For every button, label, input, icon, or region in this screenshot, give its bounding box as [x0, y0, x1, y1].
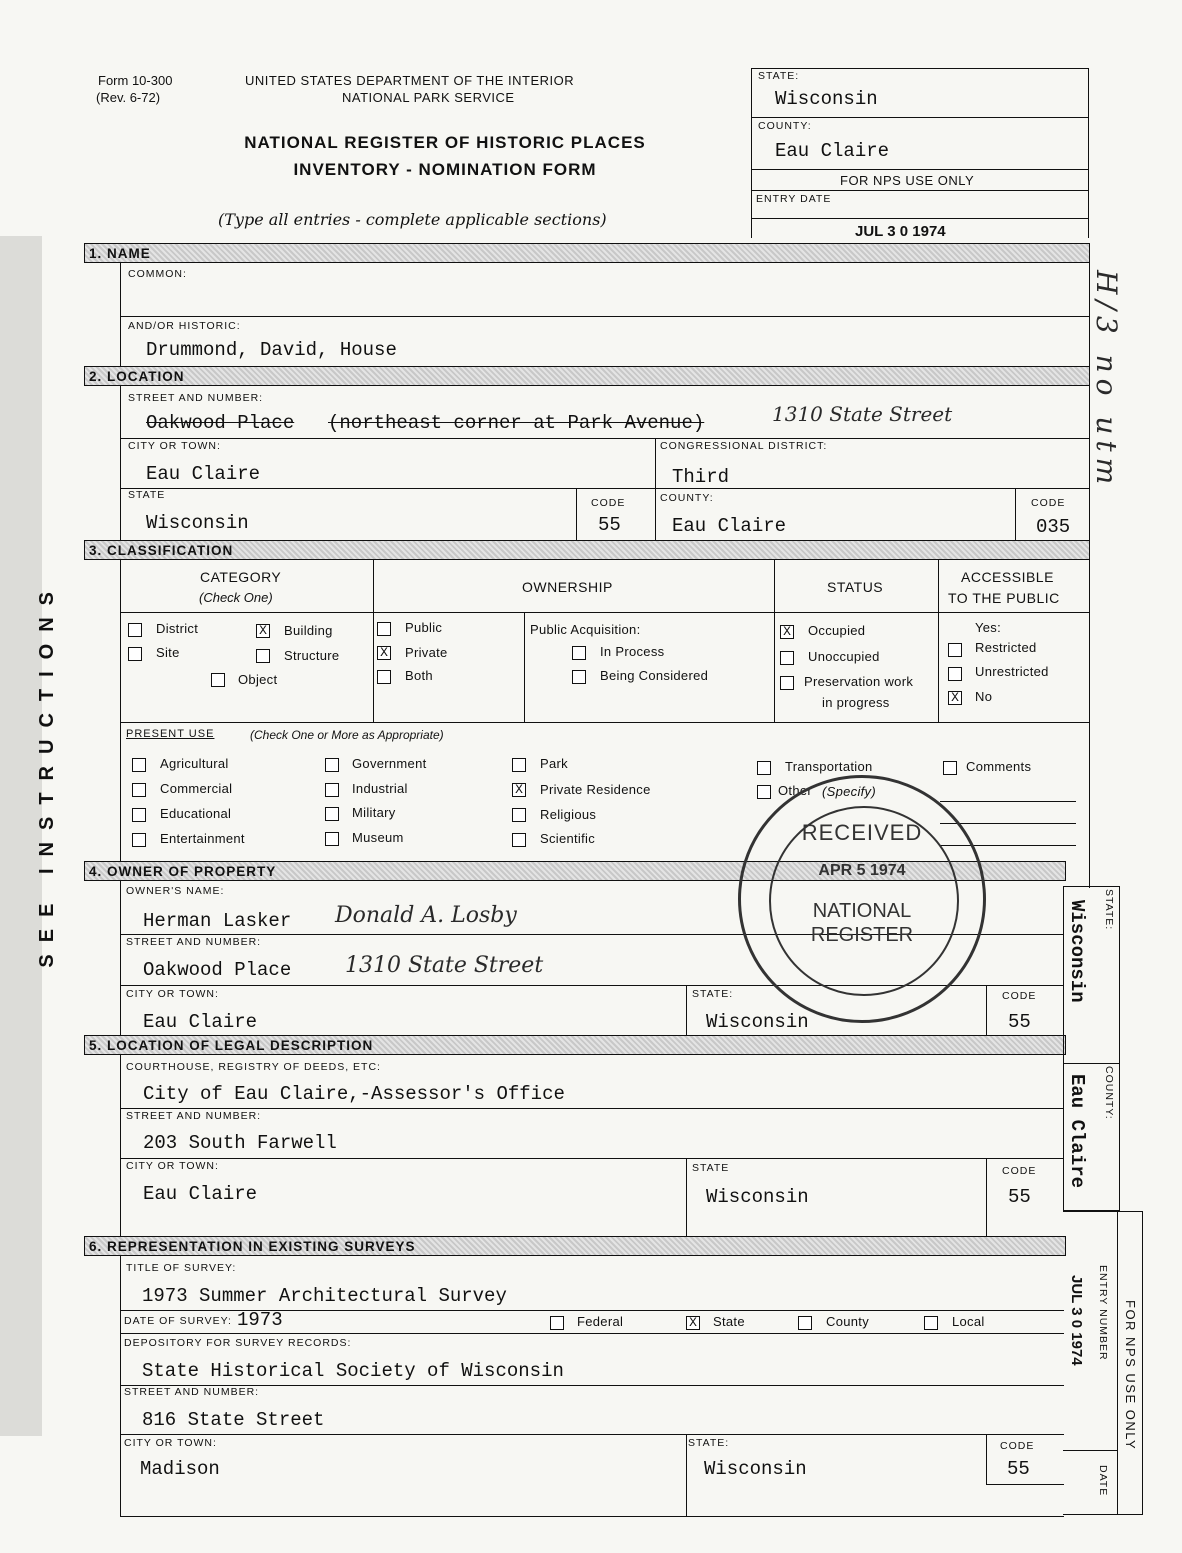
street-original-note: (northeast corner at Park Avenue)	[328, 412, 705, 434]
depository-state-label: STATE:	[688, 1437, 730, 1449]
status-header: STATUS	[827, 579, 884, 595]
street-original: Oakwood Place	[146, 412, 295, 434]
occupied-label: Occupied	[808, 623, 866, 638]
form-number: Form 10-300	[98, 73, 173, 88]
owner-street: Oakwood Place	[143, 959, 292, 981]
congress-district: Third	[672, 466, 730, 488]
handwritten-notes: H/3 no utm	[1090, 270, 1123, 491]
section-3-classification: 3. CLASSIFICATION	[84, 540, 1090, 560]
private-checkbox[interactable]: X	[377, 646, 391, 660]
county-survey-checkbox[interactable]	[798, 1316, 812, 1330]
military-checkbox[interactable]	[325, 807, 339, 821]
other-checkbox[interactable]	[757, 785, 771, 799]
site-checkbox[interactable]	[128, 647, 142, 661]
scientific-label: Scientific	[540, 831, 596, 846]
yes-label: Yes:	[975, 620, 1002, 635]
county-code: 035	[1036, 516, 1071, 538]
owner-street-label: STREET AND NUMBER:	[126, 936, 262, 948]
state-survey-checkbox[interactable]: X	[686, 1316, 700, 1330]
unoccupied-label: Unoccupied	[808, 649, 880, 664]
accessible-header: ACCESSIBLE	[961, 569, 1054, 585]
restricted-checkbox[interactable]	[948, 643, 962, 657]
in-process-checkbox[interactable]	[572, 646, 586, 660]
service: NATIONAL PARK SERVICE	[342, 90, 515, 105]
transportation-label: Transportation	[785, 759, 873, 774]
see-instructions: SEE INSTRUCTIONS	[36, 580, 58, 968]
owner-city-label: CITY OR TOWN:	[126, 988, 219, 1000]
district-label: District	[156, 621, 199, 636]
section-2-location: 2. LOCATION	[84, 366, 1090, 386]
street-handwritten: 1310 State Street	[772, 402, 953, 426]
public-label: Public	[405, 620, 443, 635]
side-date-label: DATE	[1097, 1465, 1109, 1497]
state-code-label: CODE	[591, 497, 626, 509]
both-label: Both	[405, 668, 433, 683]
nps-state: Wisconsin	[775, 88, 878, 110]
section-6-surveys: 6. REPRESENTATION IN EXISTING SURVEYS	[84, 1236, 1066, 1256]
survey-date-label: DATE OF SURVEY:	[124, 1315, 232, 1327]
nps-county: Eau Claire	[775, 140, 890, 162]
comments-checkbox[interactable]	[943, 761, 957, 775]
park-checkbox[interactable]	[512, 758, 526, 772]
private-residence-checkbox[interactable]: X	[512, 783, 526, 797]
depository-city: Madison	[140, 1458, 220, 1480]
owner-city: Eau Claire	[143, 1011, 258, 1033]
educational-label: Educational	[160, 806, 232, 821]
legal-street: 203 South Farwell	[143, 1132, 337, 1154]
specify-label: (Specify)	[822, 784, 876, 799]
museum-checkbox[interactable]	[325, 832, 339, 846]
public-checkbox[interactable]	[377, 622, 391, 636]
owner-code: 55	[1008, 1011, 1031, 1033]
building-checkbox[interactable]: X	[256, 624, 270, 638]
depository-city-label: CITY OR TOWN:	[124, 1437, 217, 1449]
preservation-checkbox[interactable]	[780, 676, 794, 690]
ownership-header: OWNERSHIP	[522, 579, 613, 595]
side-county: Eau Claire	[1066, 1074, 1088, 1189]
depository: State Historical Society of Wisconsin	[142, 1360, 564, 1382]
owner-name-handwritten: Donald A. Losby	[335, 903, 517, 928]
to-public-header: TO THE PUBLIC	[948, 590, 1060, 606]
public-acquisition-label: Public Acquisition:	[530, 622, 641, 637]
city: Eau Claire	[146, 463, 261, 485]
state-code: 55	[598, 514, 621, 536]
entertainment-label: Entertainment	[160, 831, 245, 846]
commercial-label: Commercial	[160, 781, 233, 796]
no-label: No	[975, 689, 993, 704]
government-checkbox[interactable]	[325, 758, 339, 772]
state-survey-label: State	[713, 1314, 745, 1329]
legal-city-label: CITY OR TOWN:	[126, 1160, 219, 1172]
government-label: Government	[352, 756, 427, 771]
private-residence-label: Private Residence	[540, 782, 651, 797]
industrial-checkbox[interactable]	[325, 783, 339, 797]
form-title: NATIONAL REGISTER OF HISTORIC PLACES	[244, 133, 646, 152]
survey-date: 1973	[237, 1309, 283, 1331]
private-label: Private	[405, 645, 448, 660]
department: UNITED STATES DEPARTMENT OF THE INTERIOR	[245, 73, 575, 88]
local-survey-label: Local	[952, 1314, 985, 1329]
building-label: Building	[284, 623, 333, 638]
present-use-note: (Check One or More as Appropriate)	[250, 728, 444, 742]
other-label: Other	[778, 783, 813, 798]
entry-date-stamp: JUL 3 0 1974	[855, 223, 946, 240]
present-use-label: PRESENT USE	[126, 728, 215, 740]
depository-street: 816 State Street	[142, 1409, 325, 1431]
county: Eau Claire	[672, 515, 787, 537]
side-entry-number-label: ENTRY NUMBER	[1097, 1265, 1109, 1361]
object-checkbox[interactable]	[211, 673, 225, 687]
park-label: Park	[540, 756, 568, 771]
owner-street-handwritten: 1310 State Street	[345, 953, 544, 978]
entry-date-label: ENTRY DATE	[756, 193, 832, 205]
religious-label: Religious	[540, 807, 597, 822]
unrestricted-label: Unrestricted	[975, 664, 1049, 679]
military-label: Military	[352, 805, 396, 820]
entertainment-checkbox[interactable]	[132, 833, 146, 847]
survey-title: 1973 Summer Architectural Survey	[142, 1285, 507, 1307]
courthouse-label: COURTHOUSE, REGISTRY OF DEEDS, ETC:	[126, 1061, 381, 1073]
category-header: CATEGORY	[200, 569, 282, 585]
owner-name: Herman Lasker	[143, 910, 292, 932]
historic-name: Drummond, David, House	[146, 339, 397, 361]
religious-checkbox[interactable]	[512, 808, 526, 822]
stamp-date: APR 5 1974	[818, 862, 906, 879]
form-subtitle: INVENTORY - NOMINATION FORM	[293, 160, 597, 179]
nps-use-only: FOR NPS USE ONLY	[840, 173, 975, 188]
received-stamp	[738, 775, 986, 1023]
section-5-legal: 5. LOCATION OF LEGAL DESCRIPTION	[84, 1035, 1066, 1055]
in-process-label: In Process	[600, 644, 665, 659]
form-revision: (Rev. 6-72)	[96, 90, 161, 105]
transportation-checkbox[interactable]	[757, 761, 771, 775]
section-4-owner: 4. OWNER OF PROPERTY	[84, 861, 1066, 881]
no-checkbox[interactable]: X	[948, 691, 962, 705]
courthouse: City of Eau Claire,-Assessor's Office	[143, 1083, 565, 1105]
nps-state-label: STATE:	[758, 70, 800, 82]
street-label: STREET AND NUMBER:	[128, 392, 264, 404]
common-label: COMMON:	[128, 268, 187, 280]
legal-code: 55	[1008, 1186, 1031, 1208]
legal-state-label: STATE	[692, 1162, 730, 1174]
county-label: COUNTY:	[660, 492, 714, 504]
local-survey-checkbox[interactable]	[924, 1316, 938, 1330]
being-considered-checkbox[interactable]	[572, 670, 586, 684]
commercial-checkbox[interactable]	[132, 783, 146, 797]
county-code-label: CODE	[1031, 497, 1066, 509]
survey-title-label: TITLE OF SURVEY:	[126, 1262, 237, 1274]
agricultural-label: Agricultural	[160, 756, 229, 771]
owner-code-label: CODE	[1002, 990, 1037, 1002]
depository-code-label: CODE	[1000, 1440, 1035, 1452]
structure-checkbox[interactable]	[256, 649, 270, 663]
site-label: Site	[156, 645, 180, 660]
federal-label: Federal	[577, 1314, 624, 1329]
city-label: CITY OR TOWN:	[128, 440, 221, 452]
check-one-note: (Check One)	[199, 590, 273, 605]
owner-state-label: STATE:	[692, 988, 734, 1000]
side-county-label: COUNTY:	[1103, 1066, 1115, 1120]
state-label: STATE	[128, 489, 166, 501]
museum-label: Museum	[352, 830, 404, 845]
occupied-checkbox[interactable]: X	[780, 625, 794, 639]
restricted-label: Restricted	[975, 640, 1037, 655]
district-checkbox[interactable]	[128, 623, 142, 637]
congress-label: CONGRESSIONAL DISTRICT:	[660, 440, 828, 452]
depository-label: DEPOSITORY FOR SURVEY RECORDS:	[124, 1337, 352, 1349]
side-nps-use: FOR NPS USE ONLY	[1123, 1300, 1138, 1451]
legal-city: Eau Claire	[143, 1183, 258, 1205]
object-label: Object	[238, 672, 278, 687]
preservation-label: Preservation work	[804, 674, 914, 689]
stamp-national: NATIONAL	[812, 900, 912, 922]
depository-street-label: STREET AND NUMBER:	[124, 1386, 260, 1398]
scientific-checkbox[interactable]	[512, 833, 526, 847]
both-checkbox[interactable]	[377, 670, 391, 684]
educational-checkbox[interactable]	[132, 808, 146, 822]
nps-county-label: COUNTY:	[758, 120, 812, 132]
stamp-received: RECEIVED	[801, 820, 923, 845]
agricultural-checkbox[interactable]	[132, 758, 146, 772]
being-considered-label: Being Considered	[600, 668, 709, 683]
federal-checkbox[interactable]	[550, 1316, 564, 1330]
unrestricted-checkbox[interactable]	[948, 667, 962, 681]
depository-code: 55	[1007, 1458, 1030, 1480]
comments-label: Comments	[966, 759, 1032, 774]
structure-label: Structure	[284, 648, 340, 663]
in-progress-label: in progress	[822, 695, 890, 710]
instructions-note: (Type all entries - complete applicable sections)	[218, 210, 607, 229]
stamp-register: REGISTER	[810, 924, 914, 946]
depository-state: Wisconsin	[704, 1458, 807, 1480]
side-entry-number: JUL 3 0 1974	[1068, 1275, 1085, 1366]
legal-code-label: CODE	[1002, 1165, 1037, 1177]
legal-street-label: STREET AND NUMBER:	[126, 1110, 262, 1122]
side-state: Wisconsin	[1066, 900, 1088, 1003]
historic-label: AND/OR HISTORIC:	[128, 320, 241, 332]
side-state-label: STATE:	[1103, 889, 1115, 931]
state: Wisconsin	[146, 512, 249, 534]
industrial-label: Industrial	[352, 781, 408, 796]
county-survey-label: County	[826, 1314, 869, 1329]
unoccupied-checkbox[interactable]	[780, 651, 794, 665]
owner-state: Wisconsin	[706, 1011, 809, 1033]
legal-state: Wisconsin	[706, 1186, 809, 1208]
owner-name-label: OWNER'S NAME:	[126, 885, 225, 897]
section-1-name: 1. NAME	[84, 243, 1090, 263]
